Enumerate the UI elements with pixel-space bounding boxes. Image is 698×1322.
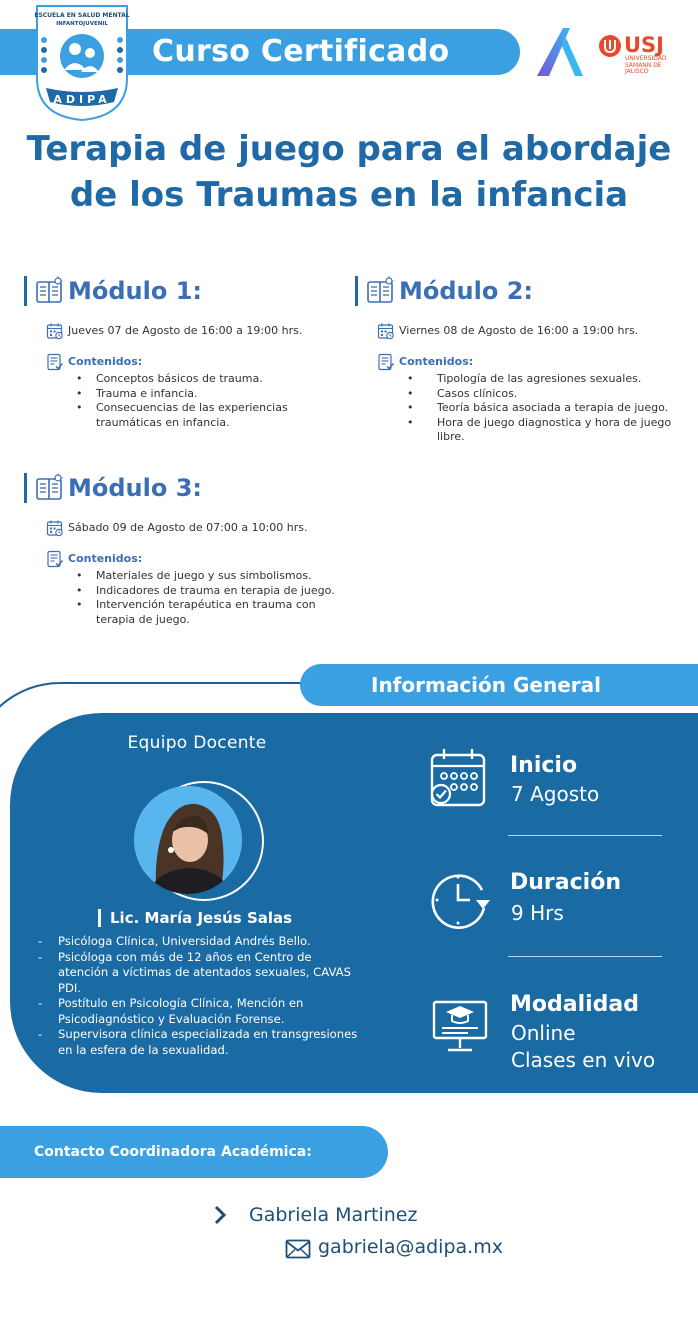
list-item: • Hora de juego diagnostica y hora de juego libre. <box>355 416 675 445</box>
contact-email[interactable]: gabriela@adipa.mx <box>318 1236 503 1258</box>
avatar <box>134 786 242 894</box>
header-title: Curso Certificado <box>152 34 450 69</box>
clock-icon <box>428 868 492 932</box>
duration-value: 9 Hrs <box>511 901 564 925</box>
list-item: • Indicadores de trauma en terapia de juego. <box>24 584 338 599</box>
mail-icon <box>285 1239 311 1259</box>
module-contents-list <box>24 569 354 627</box>
module-accent-bar <box>355 276 358 306</box>
module-contents-list <box>24 372 354 430</box>
svg-text:ESCUELA EN SALUD MENTAL: ESCUELA EN SALUD MENTAL <box>34 12 130 19</box>
mode-value-live: Clases en vivo <box>511 1048 656 1072</box>
list-item: - Postítulo en Psicología Clínica, Mención en Psicodiagnóstico y Evaluación Forense. <box>38 996 358 1027</box>
list-item: • Consecuencias de las experiencias traumáticas en infancia. <box>24 401 338 430</box>
module-3 <box>24 471 354 627</box>
module-accent-bar <box>24 473 27 503</box>
document-check-icon <box>46 353 64 371</box>
contact-name: Gabriela Martinez <box>249 1204 418 1226</box>
list-item: • Intervención terapéutica en trauma con terapia de juego. <box>24 598 344 627</box>
start-label: Inicio <box>510 753 578 778</box>
teacher-bio <box>38 934 358 1058</box>
info-title: Información General <box>371 673 601 697</box>
list-item: • Conceptos básicos de trauma. <box>24 372 354 387</box>
teacher-accent-bar <box>98 909 101 927</box>
monitor-graduation-icon <box>428 992 492 1056</box>
module-title: Módulo 3: <box>68 474 203 502</box>
list-item: • Teoría básica asociada a terapia de juego. <box>355 401 675 416</box>
teacher-photo <box>134 786 242 894</box>
list-item: • Trauma e infancia. <box>24 387 354 402</box>
partner-logo <box>535 26 585 78</box>
list-item: • Casos clínicos. <box>355 387 675 402</box>
module-accent-bar <box>24 276 27 306</box>
course-title: Terapia de juego para el abordaje de los Traumas en la infancia <box>26 129 672 215</box>
list-item: • Materiales de juego y sus simbolismos. <box>24 569 354 584</box>
module-date: Viernes 08 de Agosto de 16:00 a 19:00 hrs. <box>355 322 675 340</box>
list-item: - Psicóloga con más de 12 años en Centro de atención a víctimas de atentados sexuales, CAVAS PDI. <box>38 950 358 997</box>
adipa-logo <box>34 4 130 122</box>
module-2 <box>355 274 675 445</box>
calendar-icon <box>46 322 64 340</box>
contents-heading: Contenidos: <box>24 354 354 370</box>
book-icon <box>365 276 395 306</box>
module-1 <box>24 274 354 430</box>
divider <box>508 956 662 957</box>
chevron-right-icon <box>212 1204 228 1226</box>
start-value: 7 Agosto <box>511 782 600 806</box>
calendar-icon <box>426 746 490 810</box>
module-title: Módulo 2: <box>399 277 534 305</box>
list-item: • Tipología de las agresiones sexuales. <box>355 372 675 387</box>
document-check-icon <box>377 353 395 371</box>
divider <box>508 835 662 836</box>
list-item: - Psicóloga Clínica, Universidad Andrés Bello. <box>38 934 358 950</box>
usj-wordmark: USJ <box>624 33 664 57</box>
team-title: Equipo Docente <box>127 733 267 753</box>
usj-seal-icon <box>598 34 622 58</box>
mode-value-online: Online <box>511 1021 576 1045</box>
module-date: Sábado 09 de Agosto de 07:00 a 10:00 hrs. <box>24 519 354 537</box>
module-date: Jueves 07 de Agosto de 16:00 a 19:00 hrs. <box>24 322 354 340</box>
module-title: Módulo 1: <box>68 277 203 305</box>
duration-label: Duración <box>510 870 621 895</box>
calendar-icon <box>46 519 64 537</box>
contact-title: Contacto Coordinadora Académica: <box>34 1144 312 1160</box>
document-check-icon <box>46 550 64 568</box>
book-icon <box>34 276 64 306</box>
svg-text:INFANTOJUVENIL: INFANTOJUVENIL <box>56 21 108 27</box>
teacher-name: Lic. María Jesús Salas <box>110 909 293 927</box>
usj-logo <box>598 34 688 76</box>
list-item: - Supervisora clínica especializada en transgresiones en la esfera de la sexualidad. <box>38 1027 358 1058</box>
mode-label: Modalidad <box>510 992 640 1017</box>
book-icon <box>34 473 64 503</box>
module-contents-list <box>355 372 675 445</box>
svg-text:ADIPA: ADIPA <box>53 93 111 106</box>
contents-heading: Contenidos: <box>24 551 354 567</box>
usj-subtitle: UNIVERSIDAD SAMANN DE JALISCO <box>625 55 667 75</box>
contents-heading: Contenidos: <box>355 354 675 370</box>
calendar-icon <box>377 322 395 340</box>
